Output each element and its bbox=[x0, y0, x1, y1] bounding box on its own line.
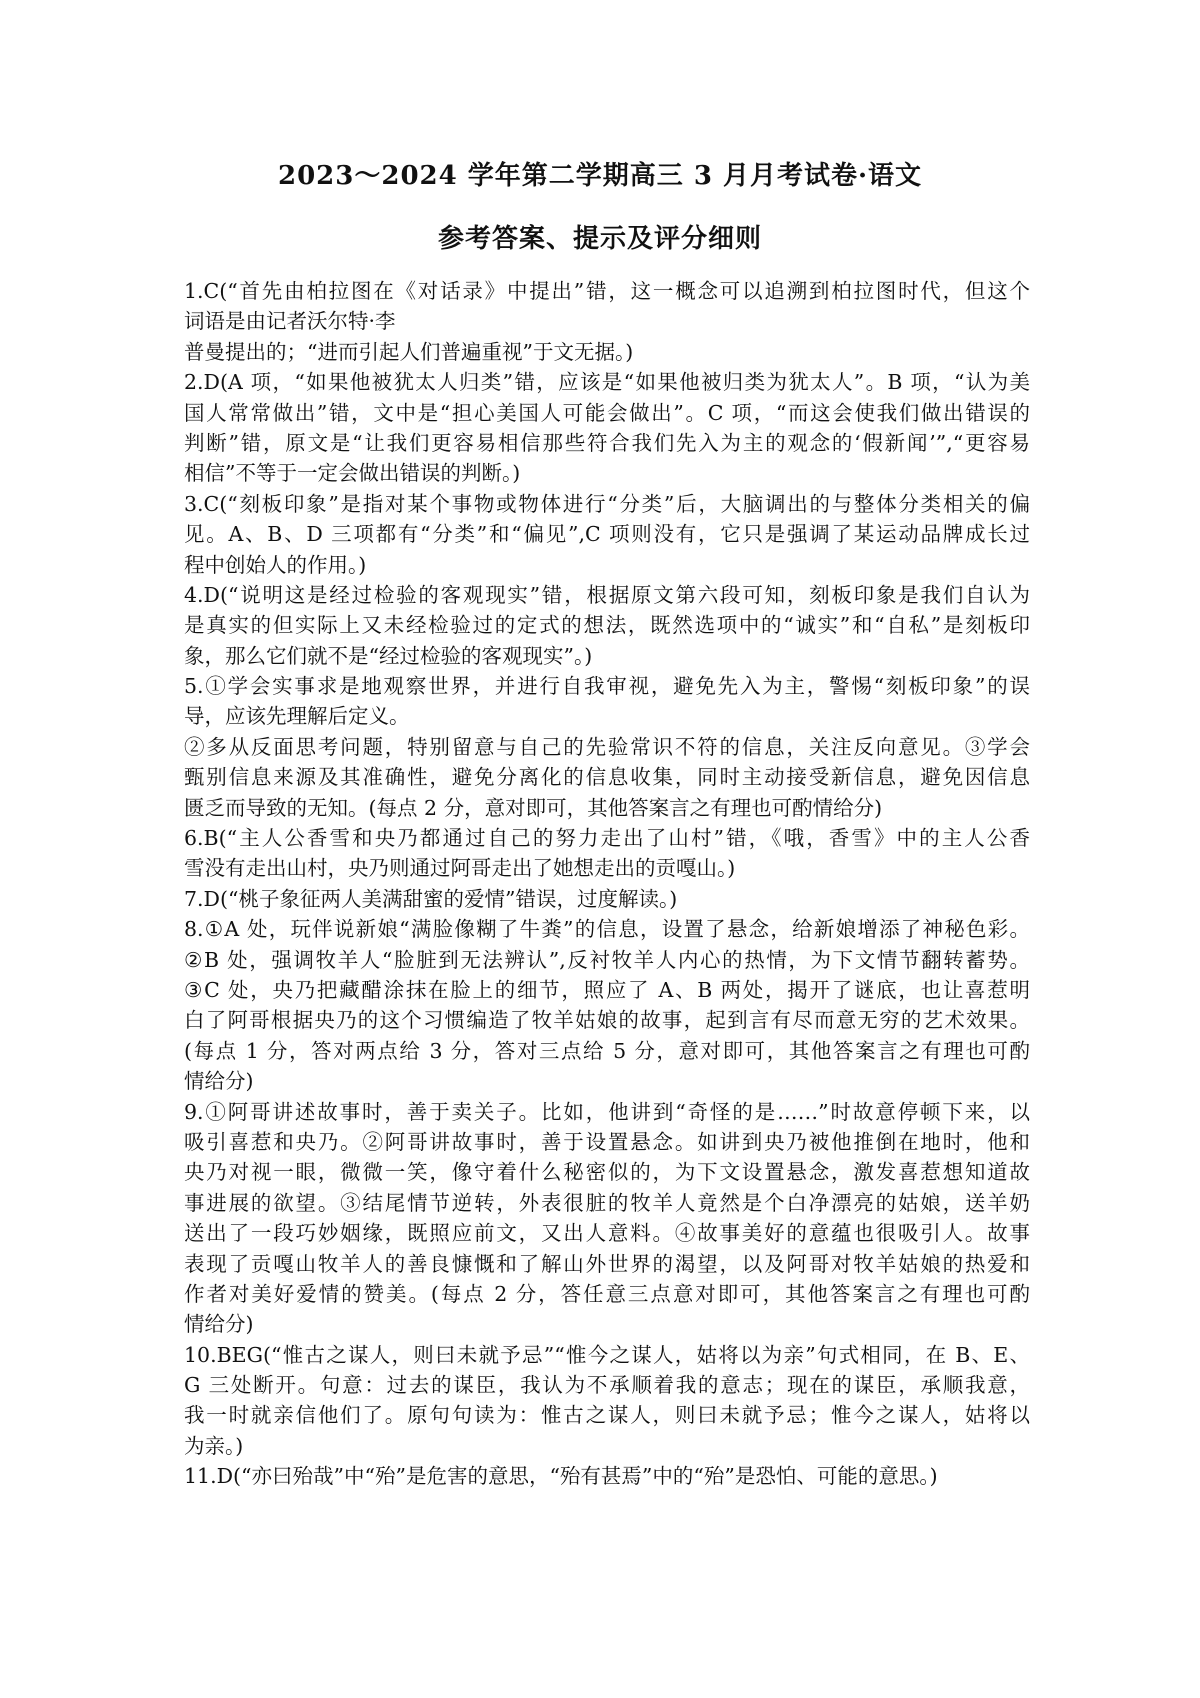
answer-line: ③C 处，央乃把藏醋涂抹在脸上的细节，照应了 A、B 两处，揭开了谜底，也让喜惹明 bbox=[184, 977, 1030, 1002]
answer-line: 程中创始人的作用。) bbox=[184, 552, 367, 577]
answer-line: 普曼提出的；“进而引起人们普遍重视”于文无据。) bbox=[184, 339, 634, 364]
answer-line: 情给分) bbox=[184, 1312, 254, 1337]
answer-line: 吸引喜惹和央乃。②阿哥讲故事时，善于设置悬念。如讲到央乃被他推倒在地时，他和 bbox=[184, 1129, 1030, 1154]
answer-line: 象，那么它们就不是“经过检验的客观现实”。) bbox=[184, 643, 593, 668]
answer-line: ②B 处，强调牧羊人“脸脏到无法辨认”,反衬牧羊人内心的热情，为下文情节翻转蓄势。 bbox=[184, 947, 1030, 972]
answer-line: 判断”错，原文是“让我们更容易相信那些符合我们先入为主的观念的‘假新闻’”,“更容易 bbox=[184, 430, 1030, 455]
answer-line: 11.D(“亦曰殆哉”中“殆”是危害的意思，“殆有甚焉”中的“殆”是恐怕、可能的意思。) bbox=[184, 1464, 938, 1489]
answer-line: 情给分) bbox=[184, 1069, 254, 1094]
answer-line: 我一时就亲信他们了。原句句读为：惟古之谋人，则曰未就予忌；惟今之谋人，姑将以 bbox=[184, 1403, 1030, 1428]
answer-line: 为亲。) bbox=[184, 1433, 244, 1458]
answer-line: 1.C(“首先由柏拉图在《对话录》中提出”错，这一概念可以追溯到柏拉图时代，但这个 bbox=[184, 279, 1030, 303]
answer-line: 匮乏而导致的无知。(每点 2 分，意对即可，其他答案言之有理也可酌情给分) bbox=[184, 795, 883, 820]
answer-line: 导，应该先理解后定义。 bbox=[184, 704, 410, 729]
answer-line: 作者对美好爱情的赞美。(每点 2 分，答任意三点意对即可，其他答案言之有理也可酌 bbox=[184, 1281, 1030, 1306]
answer-line: ②多从反面思考问题，特别留意与自己的先验常识不符的信息，关注反向意见。③学会 bbox=[184, 734, 1030, 759]
answer-line: 8.①A 处，玩伴说新娘“满脸像糊了牛粪”的信息，设置了悬念，给新娘增添了神秘色彩。 bbox=[184, 917, 1030, 942]
answer-line: 6.B(“主人公香雪和央乃都通过自己的努力走出了山村”错，《哦，香雪》中的主人公香 bbox=[184, 826, 1030, 851]
answer-line: 事进展的欲望。③结尾情节逆转，外表很脏的牧羊人竟然是个白净漂亮的姑娘，送羊奶 bbox=[184, 1190, 1030, 1215]
answer-line: (每点 1 分，答对两点给 3 分，答对三点给 5 分，意对即可，其他答案言之有理也可酌 bbox=[184, 1038, 1030, 1063]
answer-line: 见。A、B、D 三项都有“分类”和“偏见”,C 项则没有，它只是强调了某运动品牌成长过 bbox=[184, 522, 1030, 547]
answer-line: 2.D(A 项，“如果他被犹太人归类”错，应该是“如果他被归类为犹太人”。B 项，“认为美 bbox=[184, 370, 1030, 395]
answer-line: 10.BEG(“惟古之谋人，则曰未就予忌”“惟今之谋人，姑将以为亲”句式相同，在 B、E、 bbox=[184, 1342, 1030, 1367]
answer-line: G 三处断开。句意：过去的谋臣，我认为不承顺着我的意志；现在的谋臣，承顺我意， bbox=[184, 1373, 1030, 1398]
answer-line: 相信”不等于一定会做出错误的判断。) bbox=[184, 461, 521, 486]
answer-line: 9.①阿哥讲述故事时，善于卖关子。比如，他讲到“奇怪的是……”时故意停顿下来，以 bbox=[184, 1099, 1030, 1124]
answer-line: 词语是由记者沃尔特·李 bbox=[184, 309, 396, 334]
answer-line: 3.C(“刻板印象”是指对某个事物或物体进行“分类”后，大脑调出的与整体分类相关的偏 bbox=[184, 491, 1030, 516]
answer-line: 7.D(“桃子象征两人美满甜蜜的爱情”错误，过度解读。) bbox=[184, 886, 678, 911]
answer-line: 送出了一段巧妙姻缘，既照应前文，又出人意料。④故事美好的意蕴也很吸引人。故事 bbox=[184, 1221, 1030, 1246]
answer-body bbox=[184, 276, 1030, 1492]
answer-line: 甄别信息来源及其准确性，避免分离化的信息收集，同时主动接受新信息，避免因信息 bbox=[184, 765, 1030, 790]
answer-line: 雪没有走出山村，央乃则通过阿哥走出了她想走出的贡嘎山。) bbox=[184, 856, 736, 881]
answer-line: 表现了贡嘎山牧羊人的善良慷慨和了解山外世界的渴望，以及阿哥对牧羊姑娘的热爱和 bbox=[184, 1251, 1030, 1276]
answer-line: 国人常常做出”错，文中是“担心美国人可能会做出”。C 项，“而这会使我们做出错误的 bbox=[184, 400, 1030, 425]
answer-line: 4.D(“说明这是经过检验的客观现实”错，根据原文第六段可知，刻板印象是我们自认为 bbox=[184, 582, 1030, 607]
answer-line: 白了阿哥根据央乃的这个习惯编造了牧羊姑娘的故事，起到言有尽而意无穷的艺术效果。 bbox=[184, 1008, 1030, 1033]
answer-line: 是真实的但实际上又未经检验过的定式的想法，既然选项中的“诚实”和“自私”是刻板印 bbox=[184, 613, 1030, 638]
page-title: 2023～2024 学年第二学期高三 3 月月考试卷·语文 bbox=[277, 161, 923, 191]
answer-line: 央乃对视一眼，微微一笑，像守着什么秘密似的，为下文设置悬念，激发喜惹想知道故 bbox=[184, 1160, 1030, 1185]
answer-line: 5.①学会实事求是地观察世界，并进行自我审视，避免先入为主，警惕“刻板印象”的误 bbox=[184, 674, 1030, 699]
page-subtitle: 参考答案、提示及评分细则 bbox=[437, 224, 762, 254]
